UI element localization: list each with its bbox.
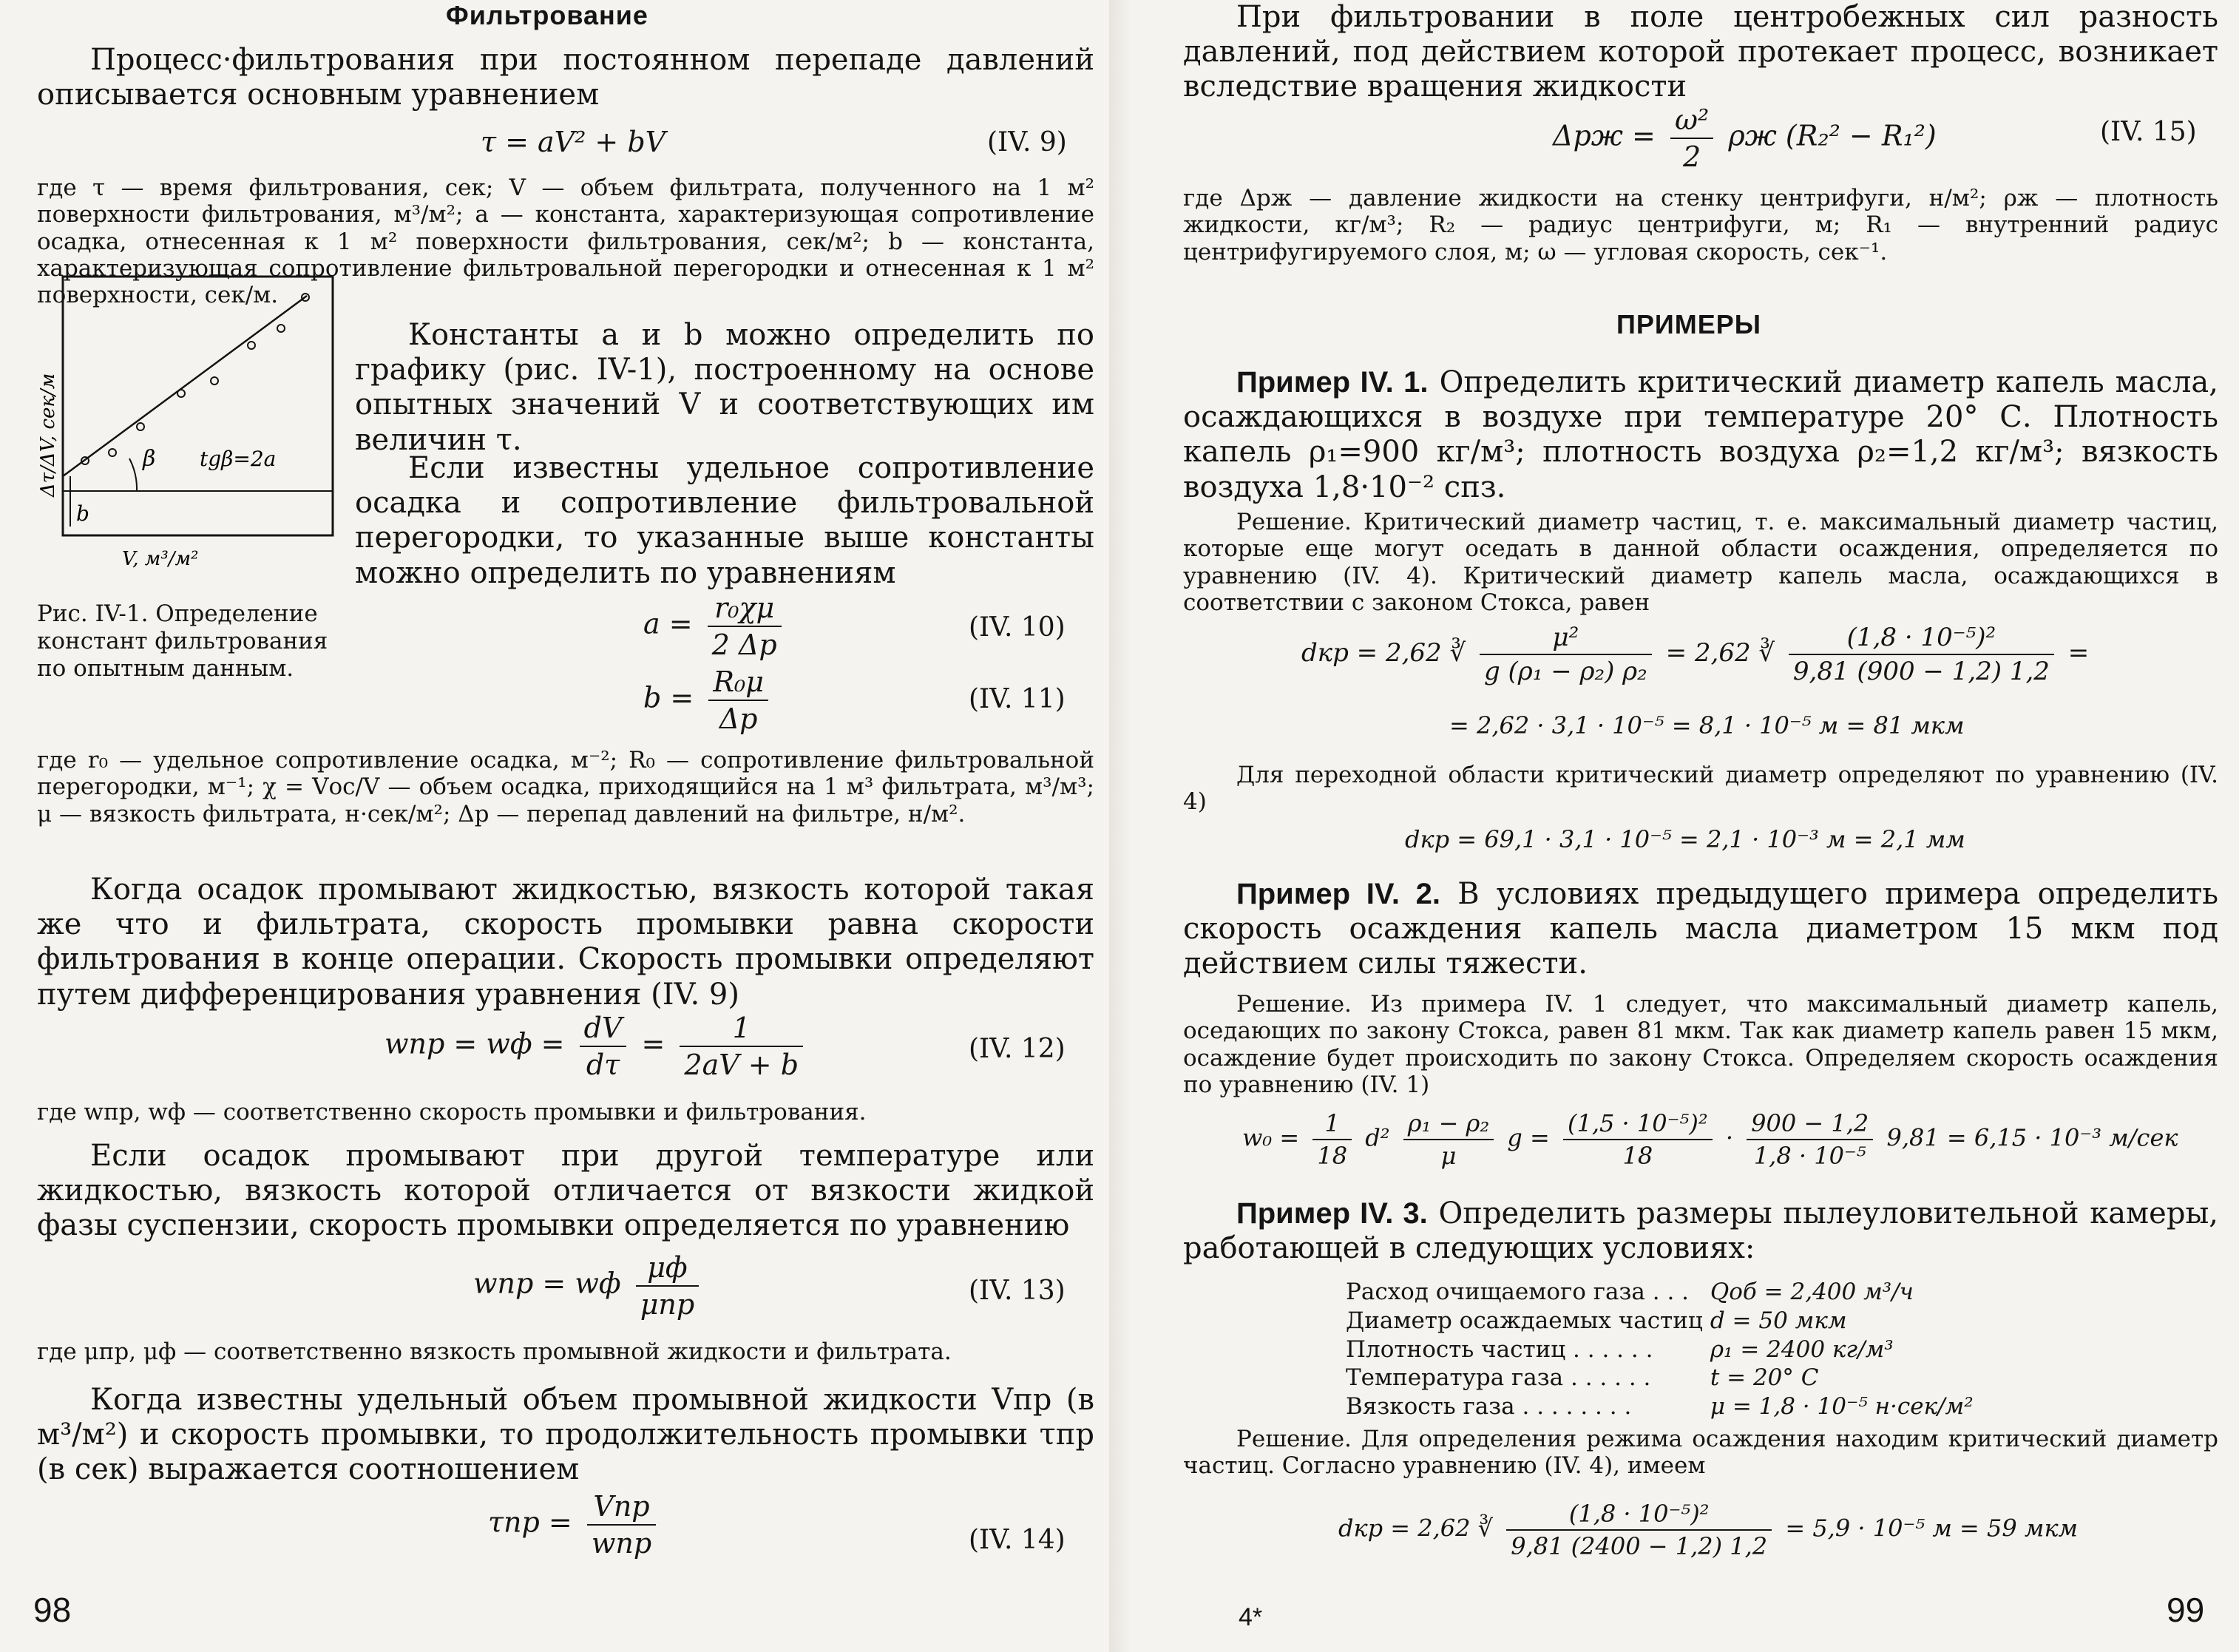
figure-frame [63,277,333,535]
example-iv1-text: Определить критический диаметр капель масла, осаждающихся в воздухе при температуре 20° С. Плотность капель ρ₁=900 кг/м³; плотность воздуха ρ₂=1,2 кг/м³; вязкость воздуха 1,8·10⁻² спз. [1183,365,2218,504]
formula-velocity-denominator-3: 18 [1622,1142,1653,1170]
solution-iv3: Решение. Для определения режима осаждения находим критический диаметр частиц. Согласно уравнению (IV. 4), имеем [1183,1426,2218,1480]
washing-paragraph: Когда осадок промывают жидкостью, вязкость которой такая же что и фильтрата, скорость промывки равна скорости фильтрования в конце операции. Скорость промывки определяют путем дифференцирования уравнения (IV. 9) [37,873,1094,1012]
conditions-row [1346,1307,1981,1336]
formula-critical-numerator-1: μ² [1480,623,1652,655]
formula-chamber-numerator: (1,8 · 10⁻⁵)² [1506,1500,1772,1531]
formula-critical-numerator-2: (1,8 · 10⁻⁵)² [1789,623,2054,655]
equation-iv13-fraction [636,1251,700,1321]
formula-chamber-denominator: 9,81 (2400 − 1,2) 1,2 [1511,1532,1768,1560]
example-iv2-text: В условиях предыдущего примера определить скорость осаждения капель масла диаметром 15 мкм под действием силы тяжести. [1183,877,2218,981]
equation-iv14-numerator: Vпр [587,1490,656,1526]
example-iv2-title: Пример IV. 2. [1236,878,1440,910]
equation-number-iv11: (IV. 11) [969,684,1066,714]
condition-label: Температура газа . . . . . . [1346,1364,1651,1392]
equation-iv15-lhs: Δpж = [1553,119,1656,152]
wash-time-paragraph: Когда известны удельный объем промывной жидкости Vпр (в м³/м²) и скорость промывки, то продолжительность промывки τпр (в сек) выражается соотношением [37,1383,1094,1487]
formula-chamber-fraction [1506,1500,1772,1560]
formula-velocity-denominator-1: 18 [1317,1142,1348,1170]
legend-iv13: где μпр, μф — соответственно вязкость промывной жидкости и фильтрата. [37,1338,952,1365]
equation-iv15 [1553,104,1937,173]
formula-velocity-dot: · [1725,1123,1733,1152]
example-iv1-title: Пример IV. 1. [1236,366,1429,399]
x-axis-label: V, м³/м² [122,548,199,570]
figure-iv1-graph [26,275,336,586]
conditions-row [1346,1392,1981,1421]
formula-velocity-numerator-2: ρ₁ − ρ₂ [1403,1109,1494,1140]
formula-velocity-numerator-3: (1,5 · 10⁻⁵)² [1563,1109,1713,1140]
equation-iv13 [473,1251,705,1321]
example-iv3-title: Пример IV. 3. [1236,1197,1428,1230]
equation-iv14-denominator: wпр [591,1527,652,1560]
conditions-table [1346,1278,1981,1421]
legend-iv9: где τ — время фильтрования, сек; V — объем фильтрата, полученного на 1 м² поверхности фильтрования, м³/м²; a — константа, характеризующая сопротивление осадка, отнесенная к 1 м² поверхности фильтрования, сек/м²; b — константа, характеризующая сопротивление фильтровальной перегородки и отнесенная к 1 м² поверхности, сек/м. [37,175,1094,309]
conditions-row [1346,1336,1981,1364]
data-point [248,342,255,349]
conditions-row [1346,1364,1981,1392]
formula-chamber-result: = 5,9 · 10⁻⁵ м = 59 мкм [1785,1514,2079,1543]
y-axis-label: Δτ/ΔV, сек/м [37,373,59,497]
constants-paragraph: Константы a и b можно определить по графику (рис. IV-1), построенному на основе опытных значений V и соответствующих им величин τ. [355,318,1094,457]
formula-critical-result: = 2,62 · 3,1 · 10⁻⁵ = 8,1 · 10⁻⁵ м = 81 мкм [1449,711,1965,739]
formula-velocity-lhs: w₀ = [1242,1123,1300,1152]
example-iv1 [1183,365,2218,505]
formula-settling-velocity [1242,1109,2178,1170]
equation-iv15-rhs: ρж (R₂² − R₁²) [1728,119,1937,152]
data-point [277,325,285,332]
equation-number-iv12: (IV. 12) [969,1034,1066,1064]
data-point [211,377,218,385]
legend-iv12: где wпр, wф — соответственно скорость промывки и фильтрования. [37,1099,867,1125]
condition-label: Диаметр осаждаемых частиц [1346,1307,1703,1334]
equation-iv12-denominator-1: dτ [586,1049,620,1081]
equation-number-iv10: (IV. 10) [969,612,1066,643]
legend-iv10-11: где r₀ — удельное сопротивление осадка, м⁻²; R₀ — сопротивление фильтровальной перегородки, м⁻¹; χ = Vос/V — объем осадка, приходящийся на 1 м³ фильтрата, м³/м³; μ — вязкость фильтрата, н·сек/м²; Δp — перепад давлений на фильтре, н/м². [37,747,1094,827]
equation-iv12-fraction-2 [680,1012,803,1081]
formula-velocity-denominator-2: μ [1440,1142,1457,1170]
formula-velocity-numerator-1: 1 [1312,1109,1352,1140]
resistance-paragraph: Если известны удельное сопротивление осадка и сопротивление фильтровальной перегородки, то указанные выше константы можно определить по уравнениям [355,451,1094,590]
equation-iv13-lhs: wпр = wф [473,1267,621,1300]
equation-iv11-numerator: R₀μ [708,666,768,701]
formula-critical-denominator-1: g (ρ₁ − ρ₂) ρ₂ [1483,657,1647,686]
legend-iv15: где Δpж — давление жидкости на стенку центрифуги, н/м²; ρж — плотность жидкости, кг/м³; R₂ — радиус центрифуги, м; R₁ — внутренний радиус центрифугируемого слоя, м; ω — угловая скорость, сек⁻¹. [1183,185,2218,265]
b-label: b [76,501,89,526]
page-number-right: 99 [2167,1591,2205,1629]
formula-critical-fraction-2 [1789,623,2054,686]
equation-number-iv9: (IV. 9) [987,127,1067,158]
solution-iv1: Решение. Критический диаметр частиц, т. е. максимальный диаметр частиц, которые еще могут оседать в данной области осаждения, определяется по уравнению (IV. 4). Критический диаметр капель масла, осаждающихся в соответствии с законом Стокса, равен [1183,509,2218,616]
example-iv2 [1183,877,2218,982]
formula-chamber-lhs: dкр = 2,62 ∛ [1338,1514,1494,1543]
formula-velocity-denominator-4: 1,8 · 10⁻⁵ [1753,1142,1866,1170]
equation-iv12-numerator-2: 1 [680,1012,803,1047]
condition-value: ρ₁ = 2400 кг/м³ [1710,1336,1894,1363]
book-gutter [1109,0,1131,1652]
formula-critical-mid: = 2,62 ∛ [1665,638,1775,668]
data-point [109,449,116,456]
equation-iv14 [488,1490,662,1560]
formula-velocity-term-2: g = [1507,1123,1550,1152]
beta-label: β [143,446,156,472]
equation-iv12-lhs: wпр = wф = [385,1027,565,1060]
formula-velocity-result: 9,81 = 6,15 · 10⁻³ м/сек [1886,1123,2178,1152]
tg-beta-label: tgβ=2a [200,447,277,471]
data-point [177,390,185,397]
equation-iv12-numerator-1: dV [580,1012,627,1047]
condition-label: Расход очищаемого газа . . . [1346,1279,1690,1305]
formula-velocity-fraction-2 [1403,1109,1494,1170]
condition-value: Qоб = 2,400 м³/ч [1710,1279,1914,1305]
condition-value: μ = 1,8 · 10⁻⁵ н·сек/м² [1710,1393,1974,1420]
equation-iv12-fraction-1 [580,1012,627,1081]
equation-iv10-denominator: 2 Δp [711,629,777,661]
formula-velocity-term-1: d² [1365,1123,1390,1152]
transition-paragraph: Для переходной области критический диаметр определяют по уравнению (IV. 4) [1183,762,2218,816]
formula-velocity-fraction-4 [1747,1109,1873,1170]
equation-number-iv14: (IV. 14) [969,1525,1066,1555]
formula-critical-denominator-2: 9,81 (900 − 1,2) 1,2 [1792,657,2050,686]
section-heading: Фильтрование [446,0,648,30]
equation-iv15-numerator: ω² [1670,104,1713,139]
example-iv3-text: Определить размеры пылеуловительной камеры, работающей в следующих условиях: [1183,1196,2218,1266]
right-page [1139,0,2239,1652]
left-page [0,0,1094,1652]
example-iv3 [1183,1196,2218,1266]
equation-iv11 [643,666,774,735]
formula-velocity-fraction-3 [1563,1109,1713,1170]
condition-label: Плотность частиц . . . . . . [1346,1336,1653,1363]
equation-iv12-equals: = [641,1027,665,1060]
equation-iv10 [643,592,787,661]
equation-iv10-fraction [708,592,782,661]
formula-critical-end: = [2067,638,2090,668]
equation-iv15-denominator: 2 [1683,141,1701,173]
equation-number-iv13: (IV. 13) [969,1276,1066,1306]
equation-iv12-denominator-2: 2aV + b [684,1049,799,1081]
equation-iv14-lhs: τпр = [488,1506,572,1539]
equation-iv15-fraction [1670,104,1713,173]
signature-mark: 4* [1239,1603,1263,1631]
equation-iv10-numerator: r₀χμ [708,592,782,627]
condition-value: t = 20° C [1710,1364,1819,1392]
centrifuge-paragraph: При фильтровании в поле центробежных сил разность давлений, под действием которой протекает процесс, возникает вследствие вращения жидкости [1183,0,2218,104]
formula-velocity-numerator-4: 900 − 1,2 [1747,1109,1873,1140]
formula-critical-lhs: dкр = 2,62 ∛ [1301,638,1466,668]
equation-iv13-denominator: μпр [640,1288,695,1321]
formula-velocity-fraction-1 [1312,1109,1352,1170]
solution-iv2: Решение. Из примера IV. 1 следует, что максимальный диаметр капель, оседающих по закону Стокса, равен 81 мкм. Так как диаметр капель равен 15 мкм, осаждение будет происходить по закону Стокса. Определяем скорость осаждения по уравнению (IV. 1) [1183,991,2218,1098]
temperature-paragraph: Если осадок промывают при другой температуре или жидкостью, вязкость которой отличается от вязкости жидкой фазы суспензии, скорость промывки определяется по уравнению [37,1139,1094,1243]
equation-iv10-lhs: a = [643,607,693,640]
equation-iv11-lhs: b = [643,681,694,714]
equation-iv13-numerator: μф [636,1251,700,1287]
figure-iv1 [26,275,336,586]
beta-angle-arc [129,458,137,491]
equation-iv9: τ = aV² + bV [481,126,666,158]
data-point [137,423,144,430]
intro-paragraph: Процесс·фильтрования при постоянном перепаде давлений описывается основным уравнением [37,43,1094,112]
examples-heading: ПРИМЕРЫ [1616,309,1762,339]
equation-iv11-denominator: Δp [719,703,758,735]
equation-iv14-fraction [587,1490,656,1560]
formula-chamber-critical-diameter [1338,1500,2078,1560]
figure-caption: Рис. IV-1. Определение констант фильтрования по опытным данным. [37,600,328,683]
formula-critical-diameter [1301,623,2089,686]
conditions-row [1346,1278,1981,1307]
condition-label: Вязкость газа . . . . . . . . [1346,1393,1632,1420]
equation-iv12 [385,1012,809,1081]
equation-iv11-fraction [708,666,768,735]
equation-number-iv15: (IV. 15) [2100,117,2197,147]
formula-transition: dкр = 69,1 · 3,1 · 10⁻⁵ = 2,1 · 10⁻³ м = 2,1 мм [1405,825,1965,853]
formula-critical-fraction-1 [1480,623,1652,686]
page-number-left: 98 [33,1591,72,1629]
condition-value: d = 50 мкм [1710,1307,1847,1334]
